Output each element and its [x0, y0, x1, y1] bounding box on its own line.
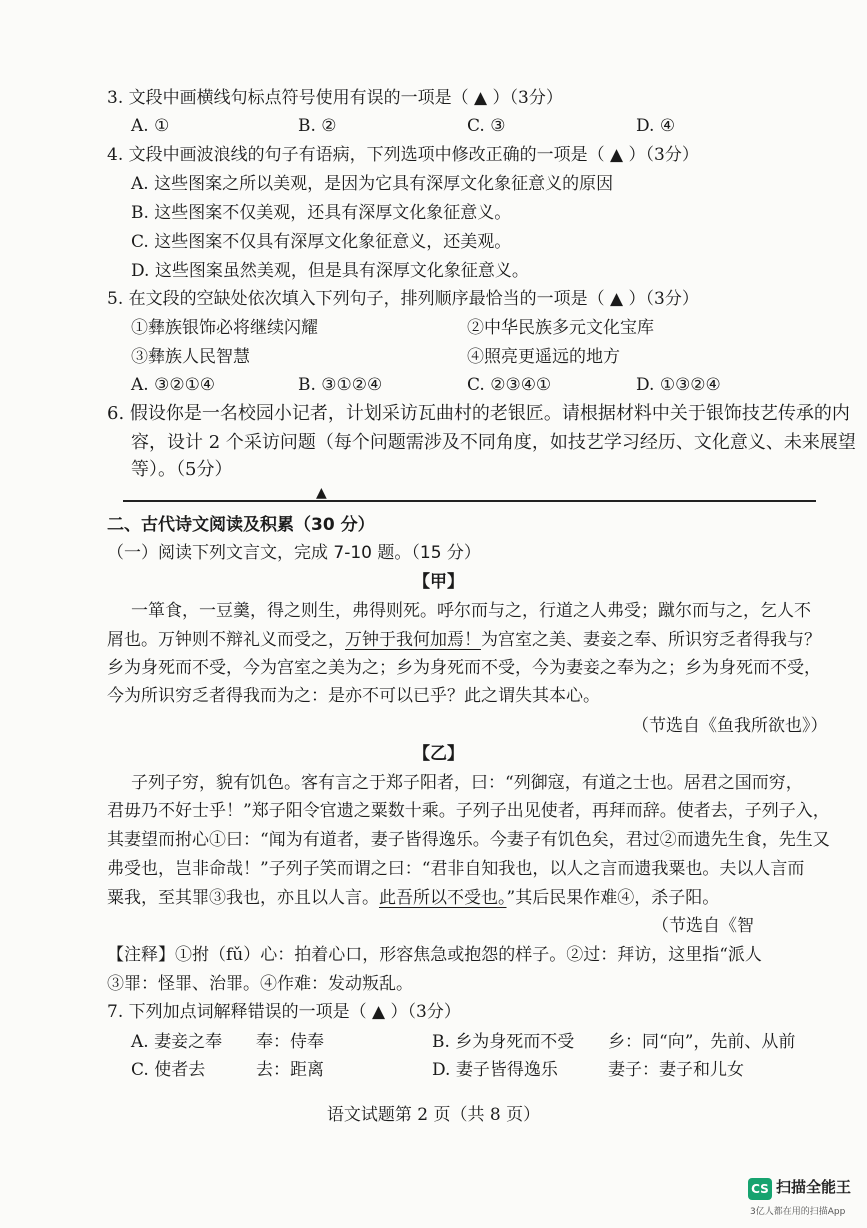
jia-line-2: [107, 628, 821, 652]
q5-sentence-2: ②中华民族多元文化宝库: [467, 318, 654, 338]
q5-option-a: A. ③②①④: [131, 375, 216, 395]
scanner-app-name: 扫描全能王: [776, 1178, 852, 1196]
q5-option-d: D. ①③②④: [636, 375, 721, 395]
scanner-logo-icon: CS: [748, 1178, 772, 1200]
q7-option-d-phrase: D. 妻子皆得逸乐: [432, 1060, 558, 1080]
yi-line-4: 弗受也，岂非命哉！”子列子笑而谓之曰：“君非自知我也，以人之言而遗我粟也。夫以人言而: [107, 859, 805, 879]
q6-line-1: 6. 假设你是一名校园小记者，计划采访瓦曲村的老银匠。请根据材料中关于银饰技艺传承的内: [107, 403, 850, 424]
jia-line-2c: 为宫室之美、妻妾之奉、所识穷乏者得我与？: [481, 630, 821, 650]
yi-label: 【乙】: [413, 744, 464, 764]
jia-source: （节选自《鱼我所欲也》）: [632, 716, 828, 736]
yi-line-5: [107, 886, 719, 910]
scanner-tagline: 3亿人都在用的扫描App: [750, 1207, 846, 1217]
jia-line-2a: 屑也。万钟则不辩礼义而受之，: [107, 630, 345, 650]
q5-stem: 5. 在文段的空缺处依次填入下列句子，排列顺序最恰当的一项是（ ▲ ）（3分）: [107, 289, 699, 309]
q5-sentence-1: ①彝族银饰必将继续闪耀: [131, 318, 318, 338]
jia-label: 【甲】: [413, 572, 464, 592]
scanner-watermark: [748, 1176, 858, 1220]
q3-option-d: D. ④: [636, 116, 676, 136]
q3-option-a: A. ①: [131, 116, 170, 136]
q7-stem: 7. 下列加点词解释错误的一项是（ ▲ ）（3分）: [107, 1002, 461, 1022]
q6-answer-line[interactable]: [123, 500, 816, 502]
q6-answer-mark: ▲: [316, 485, 327, 501]
q5-option-c: C. ②③④①: [467, 375, 552, 395]
q3-stem: 3. 文段中画横线句标点符号使用有误的一项是（ ▲ ）（3分）: [107, 88, 563, 108]
q4-option-c: C. 这些图案不仅具有深厚文化象征意义，还美观。: [131, 232, 512, 252]
q7-option-c-gloss: 去：距离: [256, 1060, 324, 1080]
q7-option-b-phrase: B. 乡为身死而不受: [432, 1032, 575, 1052]
yi-line-3: 其妻望而拊心①曰：“闻为有道者，妻子皆得逸乐。今妻子有饥色矣，君过②而遗先生食，先生又: [107, 830, 830, 850]
jia-line-4: 今为所识穷乏者得我而为之：是亦不可以已乎？此之谓失其本心。: [107, 686, 600, 706]
notes-line-1: 【注释】①拊（fǔ）心：拍着心口，形容焦急或抱怨的样子。②过：拜访，这里指“派人: [107, 945, 762, 965]
yi-line-1: 子列子穷，貌有饥色。客有言之于郑子阳者，曰：“列御寇，有道之士也。居君之国而穷，: [131, 773, 803, 793]
q7-option-d-gloss: 妻子：妻子和儿女: [608, 1060, 744, 1080]
q7-option-a-gloss: 奉：侍奉: [256, 1032, 324, 1052]
q4-stem: 4. 文段中画波浪线的句子有语病，下列选项中修改正确的一项是（ ▲ ）（3分）: [107, 145, 699, 165]
yi-source: （节选自《智: [652, 916, 754, 936]
q6-line-2: 容，设计 2 个采访问题（每个问题需涉及不同角度，如技艺学习经历、文化意义、未来展望: [131, 432, 856, 453]
page-footer: 语文试题第 2 页（共 8 页）: [326, 1105, 541, 1125]
yi-line-5-underlined: 此吾所以不受也。: [379, 888, 507, 908]
q3-option-c: C. ③: [467, 116, 506, 136]
section2-sub1: （一）阅读下列文言文，完成 7-10 题。（15 分）: [107, 543, 481, 563]
q5-sentence-3: ③彝族人民智慧: [131, 347, 250, 367]
q7-option-a-phrase: A. 妻妾之奉: [131, 1032, 223, 1052]
section2-title: 二、古代诗文阅读及积累（30 分）: [107, 515, 375, 535]
q3-option-b: B. ②: [298, 116, 337, 136]
q7-option-b-gloss: 乡：同“向”，先前、从前: [608, 1032, 796, 1052]
yi-line-5c: ”其后民果作难④，杀子阳。: [506, 888, 720, 908]
yi-line-2: 君毋乃不好士乎！”郑子阳令官遗之粟数十乘。子列子出见使者，再拜而辞。使者去，子列子入，: [107, 801, 830, 821]
q4-option-b: B. 这些图案不仅美观，还具有深厚文化象征意义。: [131, 203, 512, 223]
jia-line-3: 乡为身死而不受，今为宫室之美为之；乡为身死而不受，今为妻妾之奉为之；乡为身死而不受，: [107, 658, 821, 678]
jia-line-1: 一箪食，一豆羹，得之则生，弗得则死。呼尔而与之，行道之人弗受；蹴尔而与之，乞人不: [131, 601, 811, 621]
q4-option-d: D. 这些图案虽然美观，但是具有深厚文化象征意义。: [131, 261, 529, 281]
q5-option-b: B. ③①②④: [298, 375, 383, 395]
q5-sentence-4: ④照亮更遥远的地方: [467, 347, 620, 367]
yi-line-5a: 粟我，至其罪③我也，亦且以人言。: [107, 888, 379, 908]
jia-line-2-underlined: 万钟于我何加焉！: [345, 630, 481, 650]
q7-option-c-phrase: C. 使者去: [131, 1060, 206, 1080]
q6-line-3: 等）。（5分）: [131, 459, 233, 480]
q4-option-a: A. 这些图案之所以美观，是因为它具有深厚文化象征意义的原因: [131, 174, 614, 194]
notes-line-2: ③罪：怪罪、治罪。④作难：发动叛乱。: [107, 974, 413, 994]
